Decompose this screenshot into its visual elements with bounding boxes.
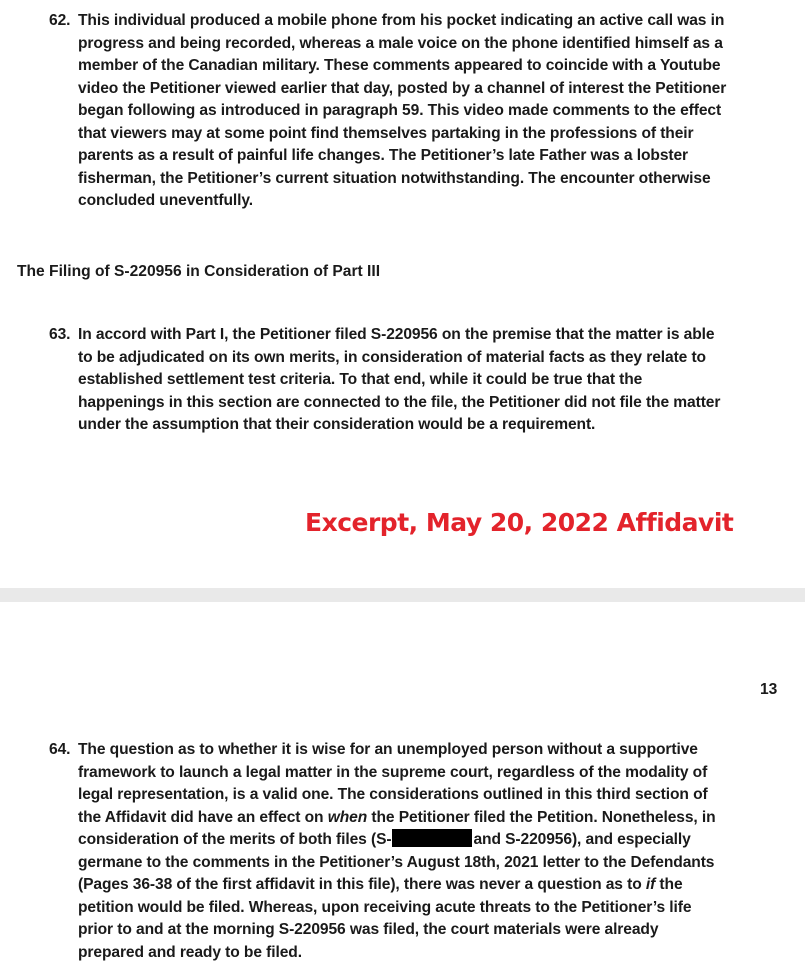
paragraph-line: fisherman, the Petitioner’s current situation notwithstanding. The encounter otherwise <box>78 169 711 187</box>
excerpt-caption: Excerpt, May 20, 2022 Affidavit <box>305 508 734 537</box>
paragraph-line: parents as a result of painful life changes. The Petitioner’s late Father was a lobster <box>78 147 689 164</box>
paragraph-62 <box>49 10 726 213</box>
paragraph-line: petition would be filed. Whereas, upon receiving acute threats to the Petitioner’s life <box>78 898 692 916</box>
paragraph-line: This individual produced a mobile phone from his pocket indicating an active call was in <box>78 12 725 29</box>
paragraph-number: 63. <box>49 326 71 343</box>
paragraph-line: prior to and at the morning S-220956 was filed, the court materials were already <box>78 921 659 938</box>
paragraph-line: concluded uneventfully. <box>78 192 254 209</box>
paragraph-line: began following as introduced in paragraph 59. This video made comments to the effect <box>78 102 722 119</box>
paragraph-line: under the assumption that their consideration would be a requirement. <box>78 416 596 433</box>
paragraph-line <box>49 807 716 830</box>
paragraph-line <box>49 829 716 852</box>
paragraph-line: prepared and ready to be filed. <box>78 943 302 961</box>
paragraph-line: legal representation, is a valid one. The considerations outlined in this third section of <box>78 786 708 803</box>
text-segment: and S-220956), and especially <box>473 831 691 848</box>
text-segment: (Pages 36-38 of the first affidavit in this file), there was never a question as to <box>78 876 642 893</box>
paragraph-number: 64. <box>49 741 71 758</box>
paragraph-line: that viewers may at some point find themselves partaking in the professions of their <box>78 124 694 142</box>
paragraph-line <box>49 874 716 897</box>
paragraph-63 <box>49 324 720 437</box>
paragraph-line: In accord with Part I, the Petitioner filed S-220956 on the premise that the matter is able <box>78 326 715 343</box>
emphasis-text: if <box>645 876 656 893</box>
paragraph-line: The question as to whether it is wise for an unemployed person without a supportive <box>78 741 698 758</box>
redaction-block <box>392 829 472 847</box>
paragraph-line: framework to launch a legal matter in the supreme court, regardless of the modality of <box>78 763 708 781</box>
text-segment: the Affidavit did have an effect on <box>78 808 324 826</box>
paragraph-line: video the Petitioner viewed earlier that day, posted by a channel of interest the Petitioner <box>78 79 727 97</box>
section-heading: The Filing of S-220956 in Consideration of Part III <box>17 263 381 280</box>
text-segment: the Petitioner filed the Petition. Nonetheless, in <box>371 808 716 826</box>
page-separator <box>0 588 805 602</box>
paragraph-line: to be adjudicated on its own merits, in consideration of material facts as they relate to <box>78 348 706 366</box>
paragraph-number: 62. <box>49 12 71 29</box>
paragraph-line: member of the Canadian military. These comments appeared to coincide with a Youtube <box>78 57 721 74</box>
paragraph-line: happenings in this section are connected to the file, the Petitioner did not file the matter <box>78 393 721 411</box>
page-number: 13 <box>760 681 778 698</box>
paragraph-line: established settlement test criteria. To that end, while it could be true that the <box>78 371 643 388</box>
paragraph-64 <box>49 739 716 964</box>
text-segment: the <box>659 876 683 893</box>
emphasis-text: when <box>327 808 368 826</box>
paragraph-line: progress and being recorded, whereas a male voice on the phone identified himself as a <box>78 34 723 52</box>
paragraph-line: germane to the comments in the Petitioner’s August 18th, 2021 letter to the Defendants <box>78 853 715 871</box>
text-segment: consideration of the merits of both files (S- <box>78 831 392 848</box>
